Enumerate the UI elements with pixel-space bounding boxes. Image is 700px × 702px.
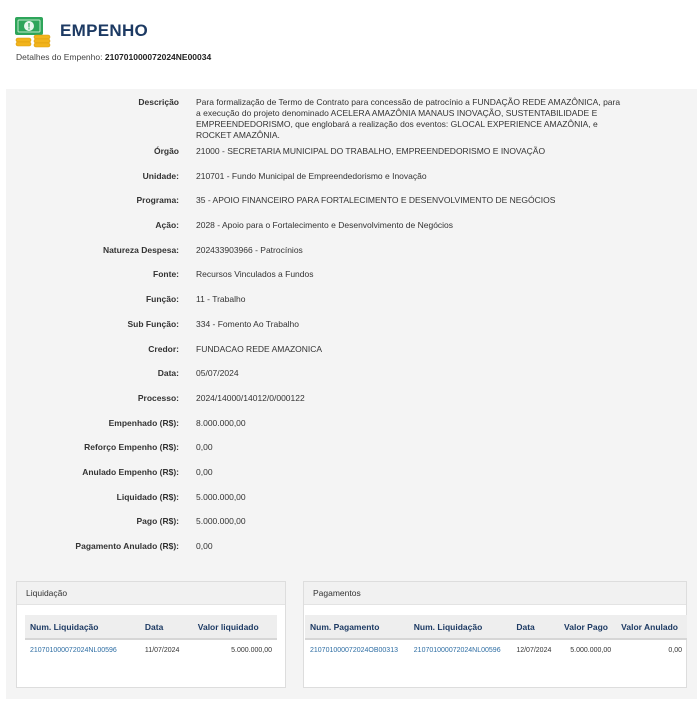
detail-label: Credor:: [148, 343, 179, 354]
table-header-row: [25, 615, 277, 639]
detail-label: Fonte:: [153, 269, 179, 280]
detail-label: Empenhado (R$):: [108, 417, 179, 428]
col-num-liquidacao[interactable]: Num. Liquidação: [25, 615, 140, 639]
details-panel: [6, 89, 697, 699]
detail-value: 21000 - SECRETARIA MUNICIPAL DO TRABALHO, EMPREENDEDORISMO E INOVAÇÃO: [196, 146, 546, 156]
detail-row-liquidado: [6, 492, 697, 517]
liquidacao-title: Liquidação: [17, 582, 285, 605]
detail-row-subfuncao: [6, 319, 697, 344]
detail-label: Função:: [145, 294, 179, 305]
pagamentos-card: [303, 581, 687, 688]
col-data[interactable]: Data: [140, 615, 193, 639]
detail-row-unidade: [6, 171, 697, 196]
detail-row-funcao: [6, 294, 697, 319]
detail-row-credor: [6, 344, 697, 369]
detail-row-pagamento-anulado: [6, 541, 697, 566]
col-valor-liquidado[interactable]: Valor liquidado: [193, 615, 277, 639]
col-valor-pago[interactable]: Valor Pago: [559, 615, 616, 639]
detail-row-empenhado: [6, 418, 697, 443]
col-data[interactable]: Data: [511, 615, 559, 639]
svg-text:!: !: [27, 21, 31, 32]
detail-label: Ação:: [155, 220, 179, 231]
detail-label: Anulado Empenho (R$):: [82, 466, 179, 477]
detail-label: Pagamento Anulado (R$):: [75, 541, 179, 551]
detail-row-natureza: [6, 245, 697, 270]
detail-value: 334 - Fomento Ao Trabalho: [196, 318, 300, 329]
detail-label: Unidade:: [142, 170, 179, 181]
detail-value: Para formalização de Termo de Contrato para concessão de patrocínio a FUNDAÇÃO REDE AMAZÔNICA, para a execução do projeto denominado ACELERA AMAZÔNIA MANAUS INOVAÇÃO, SUSTENTABILIDADE E EMPREENDEDORISMO, que englobará a realização dos eventos: GLOCAL EXPERIENCE AMAZÔNIA, e ROCKET AMAZÔNIA.: [196, 97, 621, 140]
detail-value: 11 - Trabalho: [196, 294, 246, 305]
detail-label: Processo:: [137, 392, 179, 403]
liquidacao-card: [16, 581, 286, 688]
pagamentos-title: Pagamentos: [304, 582, 686, 605]
detail-value: 2024/14000/14012/0/000122: [196, 392, 305, 403]
detail-value: Recursos Vinculados a Fundos: [196, 269, 314, 280]
pagamentos-table: [305, 615, 687, 660]
detail-label: Liquidado (R$):: [116, 491, 179, 502]
detail-value: 2028 - Apoio para o Fortalecimento e Desenvolvimento de Negócios: [196, 220, 454, 231]
detail-row-orgao: [6, 146, 697, 171]
detail-value: 0,00: [196, 442, 213, 453]
detail-value: 0,00: [196, 541, 213, 551]
detail-row-data: [6, 368, 697, 393]
liquidacao-link[interactable]: 210701000072024NL00596: [30, 646, 117, 654]
cell-data: 11/07/2024: [144, 646, 180, 654]
detail-row-processo: [6, 393, 697, 418]
col-num-pagamento[interactable]: Num. Pagamento: [305, 615, 409, 639]
col-valor-anulado[interactable]: Valor Anulado: [616, 615, 687, 639]
detail-label: Pago (R$):: [136, 516, 179, 527]
detail-label: Descrição: [138, 97, 179, 107]
detail-row-programa: [6, 195, 697, 220]
detail-label: Data:: [157, 368, 179, 379]
detail-row-acao: [6, 220, 697, 245]
liquidacao-link[interactable]: 210701000072024NL00596: [413, 646, 501, 654]
details-list: [6, 97, 697, 566]
pagamentos-table-wrap: [305, 615, 687, 660]
page-title: EMPENHO: [60, 21, 149, 40]
cell-valor-pago: 5.000.000,00: [570, 646, 612, 654]
money-icon: [14, 14, 52, 48]
liquidacao-table: [25, 615, 277, 660]
detail-value: 8.000.000,00: [196, 417, 246, 428]
detail-value: 210701 - Fundo Municipal de Empreendedorismo e Inovação: [196, 170, 427, 181]
cell-data: 12/07/2024: [516, 646, 552, 654]
detail-row-reforco: [6, 442, 697, 467]
detail-value: 0,00: [196, 466, 213, 477]
detail-row-pago: [6, 516, 697, 541]
table-row: [305, 639, 687, 660]
empenho-number: 210701000072024NE00034: [104, 52, 212, 62]
subtitle-label: Detalhes do Empenho:: [16, 52, 103, 62]
detail-value: 35 - APOIO FINANCEIRO PARA FORTALECIMENTO E DESENVOLVIMENTO DE NEGÓCIOS: [196, 195, 556, 206]
table-header-row: [305, 615, 687, 639]
detail-value: FUNDACAO REDE AMAZONICA: [196, 343, 323, 354]
detail-label: Natureza Despesa:: [102, 244, 179, 255]
cell-valor: 5.000.000,00: [231, 646, 272, 654]
detail-value: 5.000.000,00: [196, 516, 246, 527]
detail-label: Órgão: [153, 146, 179, 156]
detail-value: 202433903966 - Patrocínios: [196, 244, 303, 255]
detail-value: 05/07/2024: [196, 368, 239, 379]
liquidacao-table-wrap: [25, 615, 277, 660]
detail-label: Programa:: [136, 195, 179, 206]
detail-row-anulado: [6, 467, 697, 492]
cell-valor-anulado: 0,00: [668, 646, 682, 654]
detail-label: Sub Função:: [127, 318, 179, 329]
detail-row-descricao: [6, 97, 697, 146]
detail-row-fonte: [6, 269, 697, 294]
detail-label: Reforço Empenho (R$):: [84, 442, 179, 453]
detail-value: 5.000.000,00: [196, 491, 246, 502]
col-num-liquidacao[interactable]: Num. Liquidação: [409, 615, 512, 639]
page-subtitle: [16, 52, 211, 62]
pagamento-link[interactable]: 210701000072024OB00313: [310, 646, 398, 654]
table-row: [25, 639, 277, 660]
page-header: [14, 14, 148, 48]
